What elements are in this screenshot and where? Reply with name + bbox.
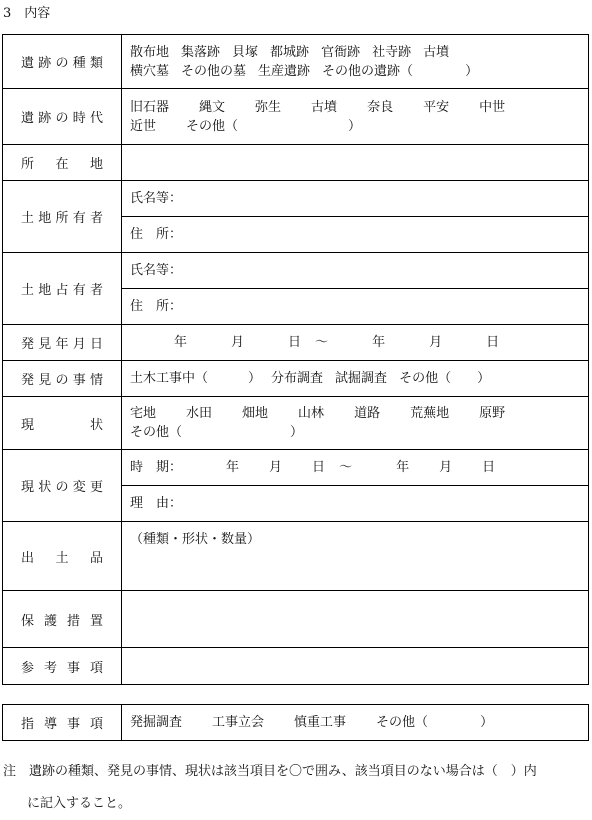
reference-field[interactable] bbox=[122, 648, 589, 685]
artifacts-field[interactable] bbox=[122, 522, 589, 591]
date-year-unit: 年 bbox=[396, 460, 410, 475]
date-year-unit: 年 bbox=[174, 335, 188, 350]
site-type-line-2 bbox=[130, 62, 584, 81]
label-status-change: 現状の変更 bbox=[3, 450, 122, 522]
row-reference bbox=[3, 648, 589, 685]
change-reason-label: 理 由： bbox=[130, 496, 183, 511]
option[interactable]: 集落跡 bbox=[181, 44, 221, 60]
option[interactable]: 古墳 bbox=[311, 99, 338, 115]
occupant-address-label: 住 所： bbox=[130, 299, 183, 314]
site-type-line-1 bbox=[130, 43, 584, 62]
section-title: 3 内容 bbox=[3, 6, 51, 21]
label-site-period: 遺跡の時代 bbox=[3, 89, 122, 145]
protection-field[interactable] bbox=[122, 591, 589, 648]
site-period-line-2 bbox=[130, 117, 584, 136]
guidance-table bbox=[2, 704, 589, 741]
option[interactable]: 生産遺跡 bbox=[258, 63, 311, 79]
report-form-table bbox=[2, 34, 589, 685]
site-period-line-1 bbox=[130, 98, 584, 117]
row-occupant-name bbox=[3, 253, 589, 289]
option[interactable]: 平安 bbox=[423, 99, 450, 115]
row-protection bbox=[3, 591, 589, 648]
date-month-unit: 月 bbox=[439, 460, 453, 475]
option[interactable]: 畑地 bbox=[242, 406, 269, 421]
label-current-status: 現状 bbox=[3, 397, 122, 450]
label-discovery-date: 発見年月日 bbox=[3, 325, 122, 361]
label-reference: 参考事項 bbox=[3, 648, 122, 685]
change-period-field[interactable] bbox=[122, 450, 589, 486]
date-day-unit: 日 bbox=[486, 335, 500, 350]
option[interactable]: 山林 bbox=[298, 406, 325, 421]
date-month-unit: 月 bbox=[269, 460, 283, 475]
row-artifacts bbox=[3, 522, 589, 591]
row-discovery-circumstance bbox=[3, 361, 589, 397]
option-other[interactable]: その他（ bbox=[186, 118, 239, 134]
option[interactable]: 弥生 bbox=[255, 99, 282, 115]
label-site-type: 遺跡の種類 bbox=[3, 35, 122, 89]
option[interactable]: 近世 bbox=[130, 118, 157, 134]
option-other[interactable]: その他（ bbox=[376, 715, 429, 730]
row-site-type bbox=[3, 35, 589, 89]
label-land-owner: 土地所有者 bbox=[3, 181, 122, 253]
row-discovery-date bbox=[3, 325, 589, 361]
row-location bbox=[3, 145, 589, 181]
artifacts-hint: （種類・形状・数量） bbox=[130, 532, 261, 547]
paren-close: ） bbox=[348, 118, 362, 134]
date-day-unit: 日 bbox=[312, 460, 326, 475]
date-range-tilde: ～ bbox=[315, 335, 329, 350]
option[interactable]: 中世 bbox=[479, 99, 506, 115]
status-line-1 bbox=[130, 404, 584, 423]
site-type-options[interactable] bbox=[122, 35, 589, 89]
change-period-label: 時 期： bbox=[130, 460, 183, 475]
option-other[interactable]: その他（ bbox=[130, 425, 183, 440]
date-year-unit: 年 bbox=[372, 335, 386, 350]
paren-close: ） bbox=[248, 371, 262, 386]
row-guidance bbox=[3, 705, 589, 741]
footnote bbox=[3, 756, 589, 820]
label-discovery-circumstance: 発見の事情 bbox=[3, 361, 122, 397]
option[interactable]: 道路 bbox=[354, 406, 381, 421]
option[interactable]: 貝塚 bbox=[232, 44, 259, 60]
option[interactable]: 荒蕪地 bbox=[410, 406, 450, 421]
option[interactable]: 試掘調査 bbox=[335, 371, 388, 386]
option[interactable]: 発掘調査 bbox=[130, 715, 183, 730]
footnote-line-2: に記入すること。 bbox=[27, 796, 132, 811]
option[interactable]: 分布調査 bbox=[271, 371, 324, 386]
owner-address-label: 住 所： bbox=[130, 227, 183, 242]
option[interactable]: 原野 bbox=[479, 406, 506, 421]
owner-name-label: 氏名等： bbox=[130, 191, 183, 206]
owner-address-field[interactable] bbox=[122, 217, 589, 253]
site-period-options[interactable] bbox=[122, 89, 589, 145]
option[interactable]: 散布地 bbox=[130, 44, 170, 60]
row-site-period bbox=[3, 89, 589, 145]
circumstance-options[interactable] bbox=[122, 361, 589, 397]
option[interactable]: 旧石器 bbox=[130, 99, 170, 115]
date-day-unit: 日 bbox=[288, 335, 302, 350]
change-reason-field[interactable] bbox=[122, 486, 589, 522]
label-protection: 保護措置 bbox=[3, 591, 122, 648]
paren-close: ） bbox=[480, 715, 494, 730]
occupant-name-field[interactable] bbox=[122, 253, 589, 289]
label-guidance: 指導事項 bbox=[3, 705, 122, 741]
option-construction[interactable]: 土木工事中（ bbox=[130, 371, 209, 386]
option[interactable]: 縄文 bbox=[199, 99, 226, 115]
paren-close: ） bbox=[290, 425, 304, 440]
date-year-unit: 年 bbox=[226, 460, 240, 475]
option[interactable]: 水田 bbox=[186, 406, 213, 421]
status-line-2 bbox=[130, 423, 584, 442]
date-day-unit: 日 bbox=[482, 460, 496, 475]
option[interactable]: 横穴墓 bbox=[130, 63, 170, 79]
paren-close: ） bbox=[477, 371, 491, 386]
date-month-unit: 月 bbox=[429, 335, 443, 350]
discovery-date-field[interactable] bbox=[122, 325, 589, 361]
option-other[interactable]: その他の遺跡（ bbox=[322, 63, 414, 79]
option[interactable]: 古墳 bbox=[423, 44, 450, 60]
guidance-options[interactable] bbox=[122, 705, 589, 741]
option[interactable]: その他の墓 bbox=[181, 63, 247, 79]
option[interactable]: 社寺跡 bbox=[372, 44, 412, 60]
label-location: 所在地 bbox=[3, 145, 122, 181]
option[interactable]: 宅地 bbox=[130, 406, 157, 421]
row-current-status bbox=[3, 397, 589, 450]
row-owner-name bbox=[3, 181, 589, 217]
option[interactable]: 慎重工事 bbox=[294, 715, 347, 730]
location-field[interactable] bbox=[122, 145, 589, 181]
label-land-occupant: 土地占有者 bbox=[3, 253, 122, 325]
option[interactable]: 都城跡 bbox=[270, 44, 310, 60]
occupant-address-field[interactable] bbox=[122, 289, 589, 325]
label-artifacts: 出土品 bbox=[3, 522, 122, 591]
owner-name-field[interactable] bbox=[122, 181, 589, 217]
option[interactable]: 奈良 bbox=[367, 99, 394, 115]
option[interactable]: 工事立会 bbox=[212, 715, 265, 730]
row-status-change-period bbox=[3, 450, 589, 486]
occupant-name-label: 氏名等： bbox=[130, 263, 183, 278]
paren-close: ） bbox=[465, 63, 479, 79]
date-range-tilde: ～ bbox=[339, 460, 353, 475]
date-month-unit: 月 bbox=[231, 335, 245, 350]
footnote-line-1: 注 遺跡の種類、発見の事情、現状は該当項目を〇で囲み、該当項目のない場合は（ ）内 bbox=[3, 764, 537, 779]
status-options[interactable] bbox=[122, 397, 589, 450]
option-other[interactable]: その他（ bbox=[399, 371, 452, 386]
option[interactable]: 官衙跡 bbox=[321, 44, 361, 60]
